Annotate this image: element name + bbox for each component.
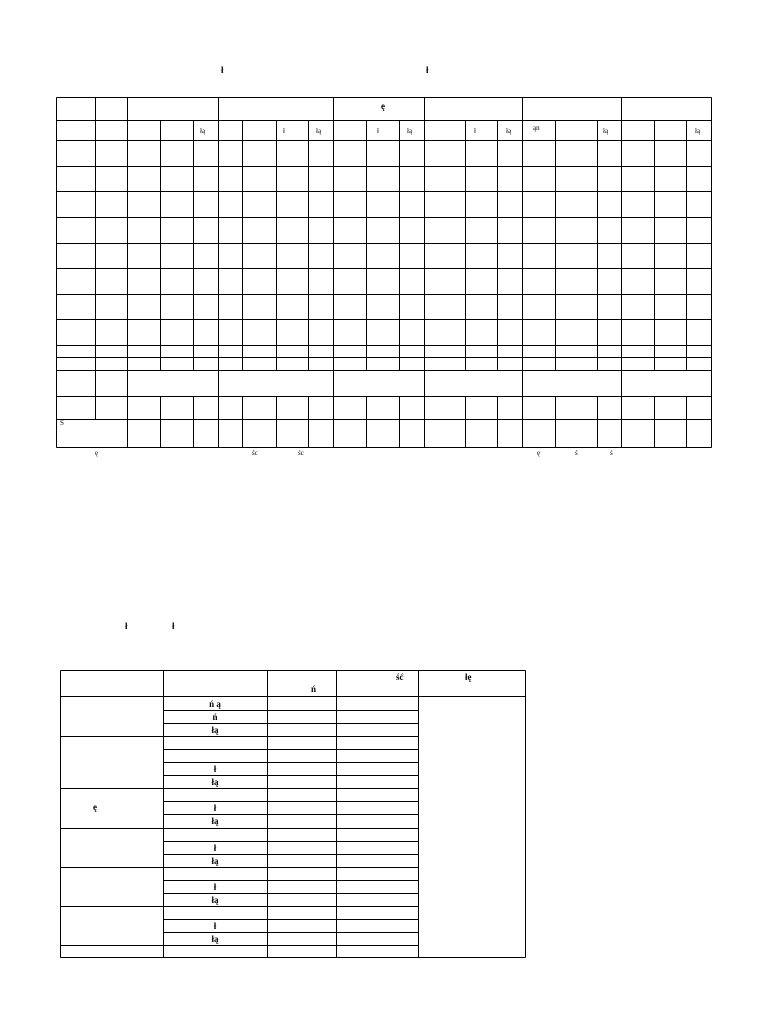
top-summary-row-label: S [60, 419, 64, 427]
bottom-table-row-label: łą [211, 895, 219, 905]
bottom-header-cell-2: ść [396, 672, 404, 682]
top-footnote-fragment-1: ę [95, 449, 99, 457]
top-header2-cell-2: ł [283, 127, 285, 135]
top-header2-cell-6: ł [474, 127, 476, 135]
bottom-table-row-label: ł [213, 843, 217, 853]
top-header2-cell-5: łą [407, 127, 413, 135]
top-header2-cell-8: ąn [533, 124, 540, 132]
bottom-heading-fragment-2: ł [172, 621, 175, 631]
top-header2-cell-7: łą [506, 127, 512, 135]
top-footnote-fragment-3: śc [298, 449, 304, 457]
top-header2-cell-9: łą [603, 127, 609, 135]
top-heading-fragment-1: ł [221, 65, 224, 75]
bottom-table-row-label: łą [211, 856, 219, 866]
bottom-table-row-label: ń ą [209, 699, 221, 709]
bottom-group-label: ę [93, 802, 97, 812]
bottom-table-row-label: łą [211, 934, 219, 944]
bottom-table-row-label: ł [213, 764, 217, 774]
top-header2-cell-1: łą [200, 127, 206, 135]
top-footnote-fragment-4: ę [537, 449, 541, 457]
top-header2-cell-10: łą [695, 127, 701, 135]
top-header2-cell-3: łą [316, 127, 322, 135]
top-footnote-fragment-5: ś [575, 449, 578, 457]
top-header-cell: ę [381, 101, 385, 111]
bottom-table-row-label: łą [211, 725, 219, 735]
bottom-header-cell-1: ń [311, 684, 317, 694]
top-header2-cell-4: ł [377, 127, 379, 135]
bottom-heading-fragment-1: ł [125, 621, 128, 631]
bottom-table-row-label: łą [211, 816, 219, 826]
top-footnote-fragment-2: śc [252, 449, 258, 457]
bottom-table-row-label: ł [213, 803, 217, 813]
bottom-table-row-label: łą [211, 777, 219, 787]
top-footnote-fragment-6: ś [610, 449, 613, 457]
bottom-header-cell-3: łę [465, 672, 472, 682]
bottom-table-row-label: ł [213, 882, 217, 892]
top-heading-fragment-2: ł [426, 65, 429, 75]
bottom-table-row-label: ń [212, 712, 218, 722]
bottom-table-row-label: ł [213, 921, 217, 931]
